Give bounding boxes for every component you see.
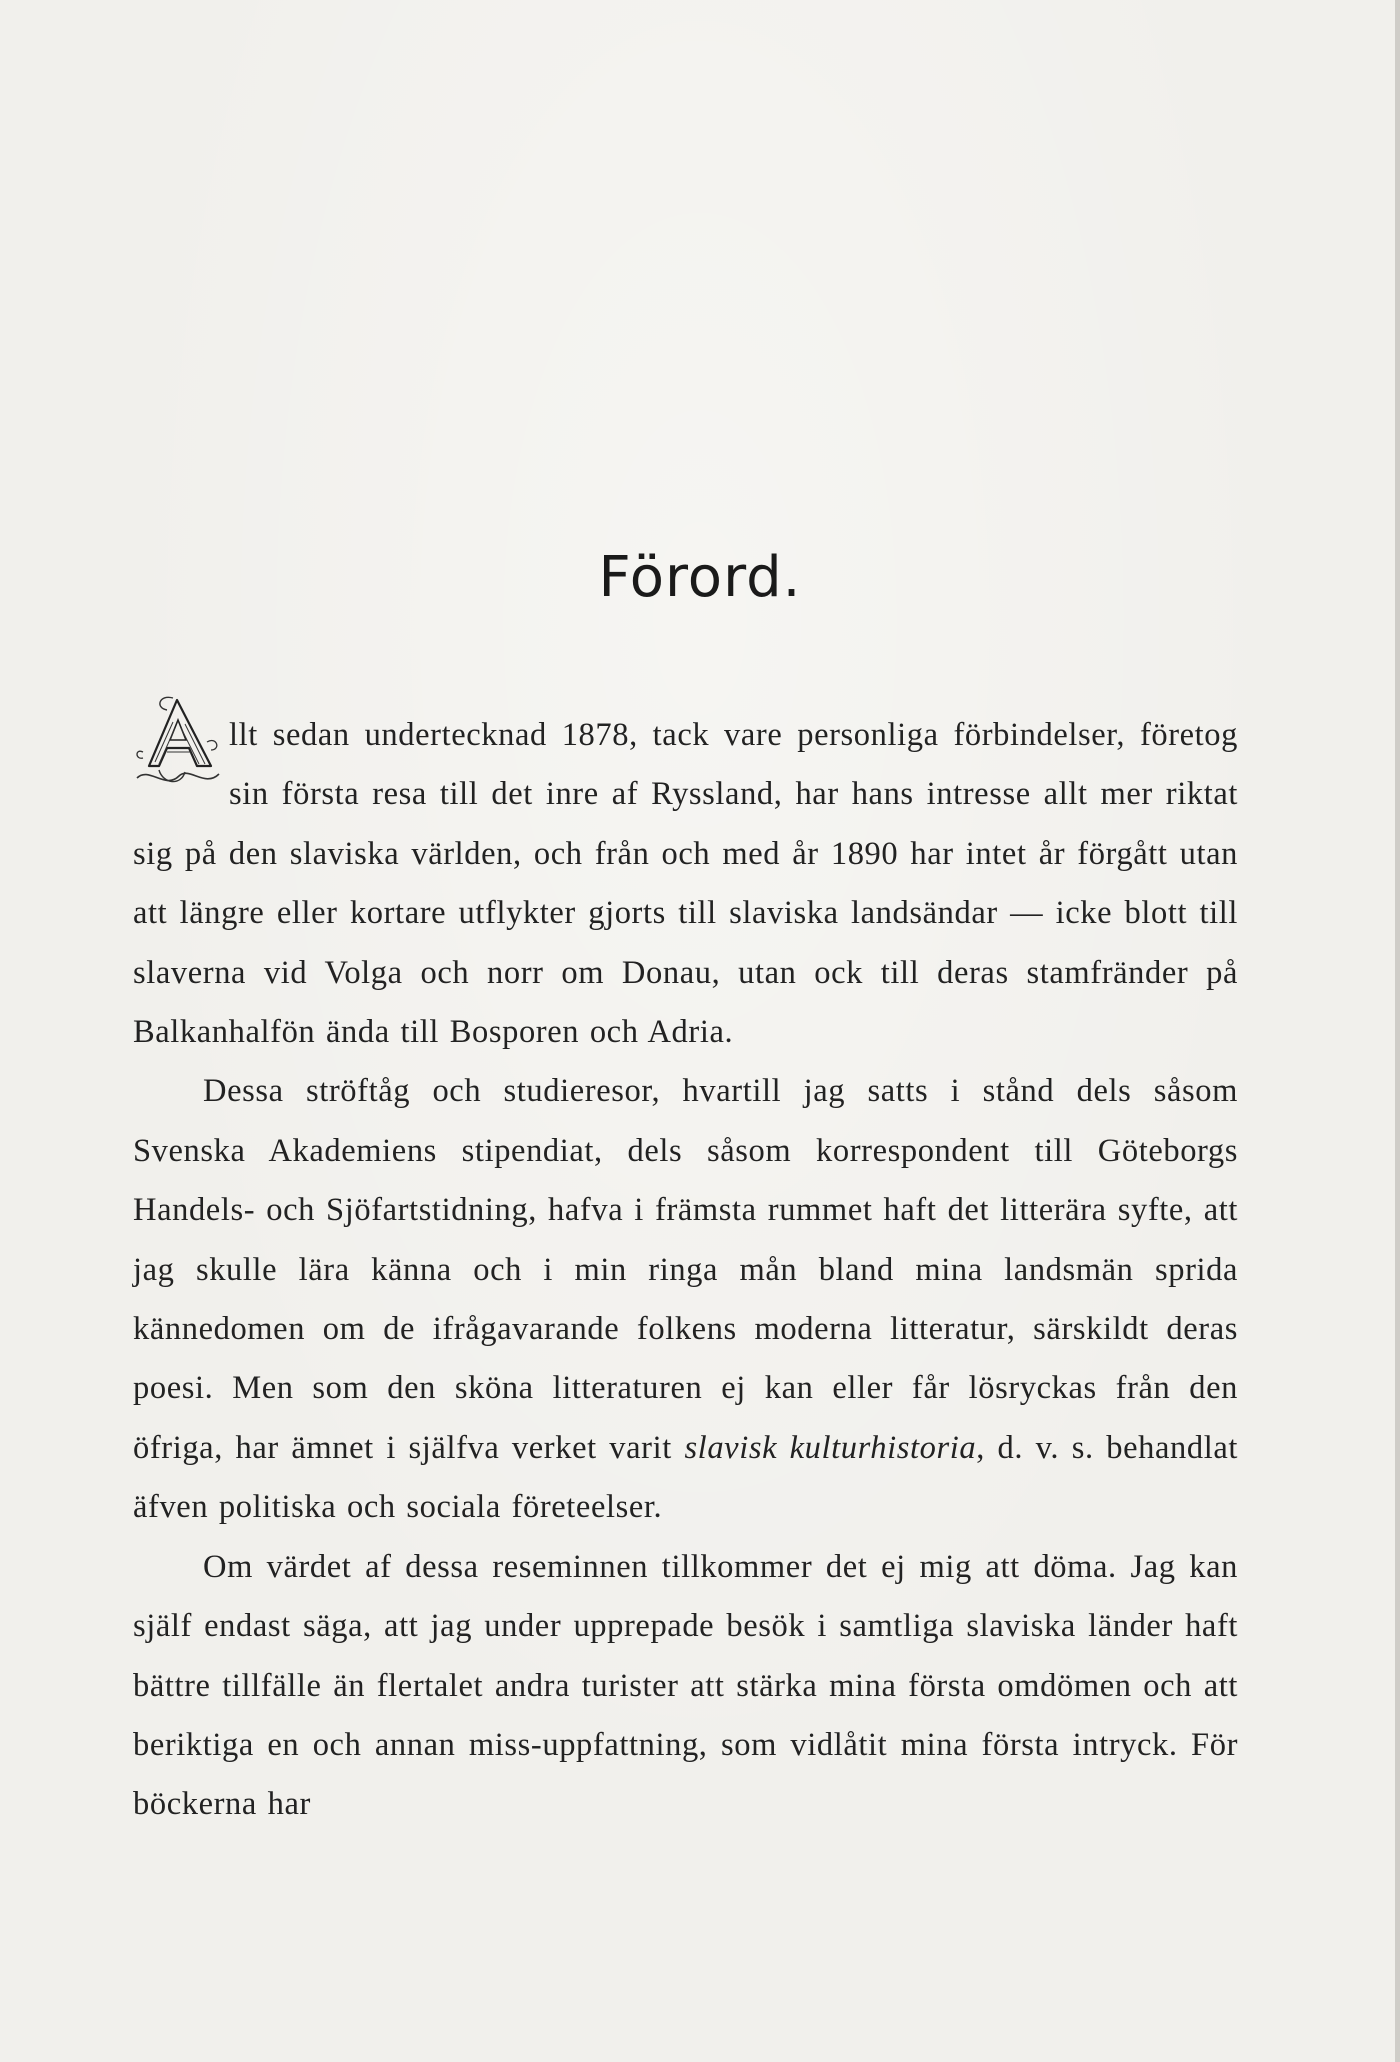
page-edge	[1395, 0, 1400, 2062]
ornamental-dropcap-icon	[129, 692, 225, 792]
paragraph-2-text: Dessa ströftåg och studieresor, hvartill jag satts i stånd dels såsom Svenska Akademiens stipendiat, dels såsom korrespondent till Göteborgs Handels- och Sjöfartstidning, hafva i främsta rummet haft det litterära syfte, att jag skulle lära känna och i min ringa mån bland mina landsmän sprida kännedomen om de ifrågavarande folkens moderna litteratur, särskildt deras poesi. Men som den sköna litteraturen ej kan eller får lösryckas från den öfriga, har ämnet i själfva verket varit	[133, 1073, 1238, 1466]
paragraph-2	[133, 1062, 1238, 1537]
paragraph-1-text: llt sedan undertecknad 1878, tack vare personliga förbindelser, företog sin första resa till det inre af Ryssland, har hans intresse allt mer riktat sig på den slaviska världen, och från och med år 1890 har intet år förgått utan att längre eller kortare utflykter gjorts till slaviska landsändar — icke blott till slaverna vid Volga och norr om Donau, utan ock till deras stamfränder på Balkanhalfön ända till Bosporen och Adria.	[133, 717, 1238, 1051]
page-title: Förord.	[598, 545, 802, 610]
paragraph-1	[133, 706, 1238, 1062]
paragraph-2-italic: slavisk kulturhistoria	[684, 1429, 977, 1466]
paragraph-2-text-end: , d. v. s. behandlat äfven politiska och sociala företeelser.	[133, 1429, 1238, 1526]
paragraph-3: Om värdet af dessa reseminnen tillkommer det ej mig att döma. Jag kan själf endast säga, att jag under upprepade besök i samtliga slaviska länder haft bättre tillfälle än flertalet andra turister att stärka mina första omdömen och att beriktiga en och annan miss-uppfattning, som vidlåtit mina första intryck. För böckerna har	[133, 1548, 1238, 1823]
body-text	[133, 706, 1238, 1835]
